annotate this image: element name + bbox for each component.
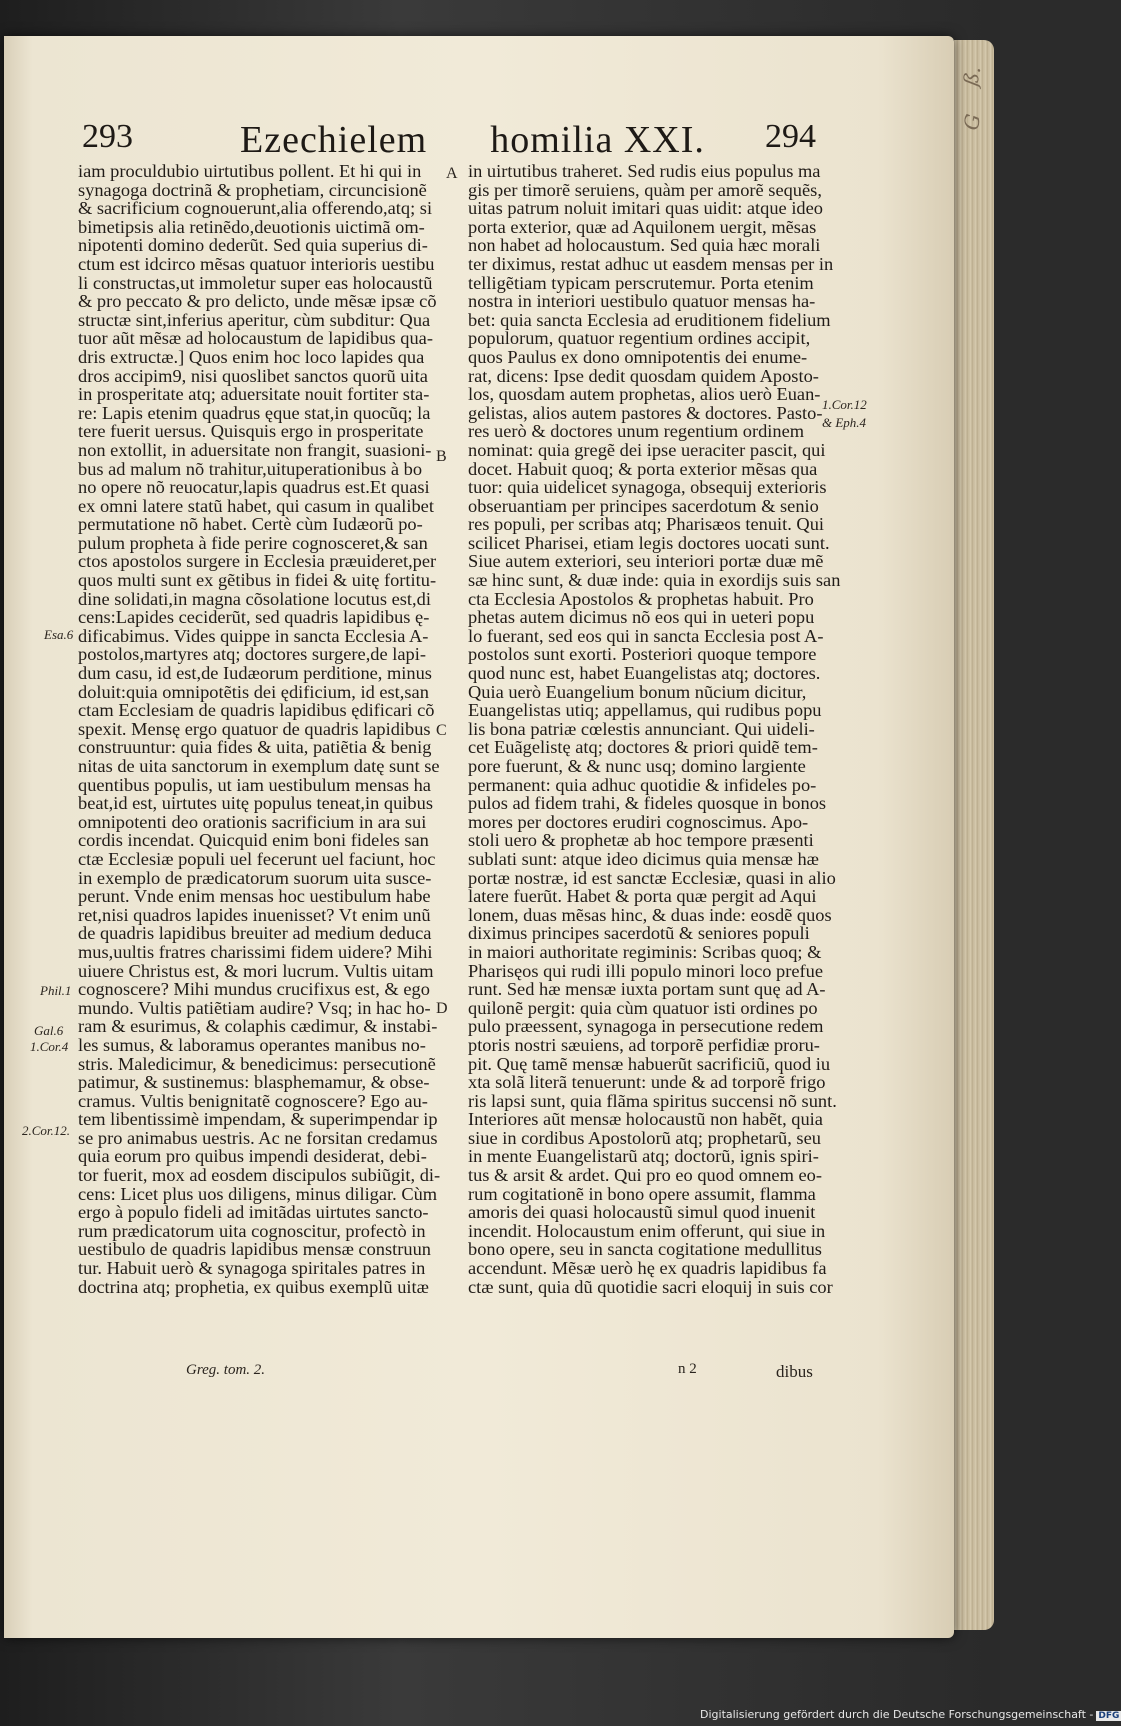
text-line: stris. Maledicimur, & benedicimus: persecutionẽ	[78, 1053, 436, 1074]
text-line: permanent: quia adhuc quotidie & infideles po-	[468, 774, 817, 795]
text-line: dros accipim9, nisi quoslibet sanctos quorũ uita	[78, 365, 428, 386]
text-line: gelistas, alios autem pastores & doctores. Pasto-	[468, 402, 823, 423]
digitization-credit	[700, 1708, 1121, 1721]
text-line: gis per timorẽ seruiens, quàm per amorẽ sequẽs,	[468, 179, 822, 200]
text-line: tere fuerit uersus. Quisquis ergo in prosperitate	[78, 421, 424, 442]
dfg-logo: DFG	[1098, 1711, 1120, 1721]
left-text-column	[78, 162, 446, 1296]
text-line: li constructas,ut immoletur super eas holocaustũ	[78, 272, 433, 293]
text-line: uiuere Christus est, & mori lucrum. Vultis uitam	[78, 960, 434, 981]
margin-note-1cor4: 1.Cor.4	[30, 1039, 69, 1054]
section-letter-b: B	[436, 448, 447, 465]
text-line: mores per doctores erudiri cognoscimus. Apo-	[468, 811, 809, 832]
text-line: beat,id est, uirtutes uitę populus teneat,in quibus	[78, 793, 433, 814]
text-line: rum cogitationẽ in bono opere assumit, flamma	[468, 1183, 816, 1204]
text-line: quentibus populis, ut iam uestibulum mensas ha	[78, 774, 431, 795]
footer-catchword: dibus	[776, 1362, 813, 1381]
text-line: patimur, & sustinemus: blasphemamur, & obse-	[78, 1072, 430, 1093]
text-line: doluit:quia omnipotẽtis dei ędificium, id est,san	[78, 681, 429, 702]
text-line: tem libentissimè impendam, & superimpendar ip	[78, 1109, 438, 1130]
text-line: tur. Habuit uerò & synagoga spiritales patres in	[78, 1258, 426, 1279]
text-line: synagoga doctrinã & prophetiam, circuncisionẽ	[78, 179, 427, 200]
margin-note-1cor12: 1.Cor.12	[822, 397, 867, 412]
text-line: xta solã literã tenuerunt: unde & ad torporẽ frigo	[468, 1072, 826, 1093]
text-line: scilicet Pharisei, etiam legis doctores uocati sunt.	[468, 532, 830, 553]
text-line: bimetipsis alia retinẽdo,deuotionis uictimã om-	[78, 216, 425, 237]
text-line: rat, dicens: Ipse dedit quosdam quidem Aposto-	[468, 365, 819, 386]
text-line: porta exterior, quæ ad Aquilonem uergit, mẽsas	[468, 216, 817, 237]
text-line: uestibulo de quadris lapidibus mensæ construun	[78, 1239, 431, 1260]
text-line: Siue autem exteriori, seu interiori portæ duæ mẽ	[468, 551, 824, 572]
text-line: lis bona patriæ cœlestis annunciant. Qui uideli-	[468, 718, 815, 739]
text-line: les sumus, & laboramus operantes manibus no-	[78, 1034, 426, 1055]
text-line: in maiori authoritate regiminis: Scribas quoq; &	[468, 941, 822, 962]
text-line: rum prædicatorum uita cognoscitur, profectò in	[78, 1220, 426, 1241]
text-line: quos Paulus ex dono omnipotentis dei enume-	[468, 346, 808, 367]
margin-note-eph4: & Eph.4	[822, 415, 867, 430]
text-line: tus & arsit & ardet. Qui pro eo quod omnem eo-	[468, 1165, 822, 1186]
text-line: Euangelistas utiq; appellamus, qui rudibus popu	[468, 700, 822, 721]
text-line: ergo à populo fideli ad imitãdas uirtutes sancto-	[78, 1202, 429, 1223]
text-line: cet Euãgelistę atq; doctores & priori quidẽ tem-	[468, 737, 818, 758]
text-line: omnipotenti deo orationis sacrificium in ara sui	[78, 811, 427, 832]
text-line: structæ sint,inferius aperitur, cùm subditur: Qua	[78, 309, 431, 330]
text-line: in prosperitate atq; aduersitate nouit fortiter sta-	[78, 384, 430, 405]
text-line: incendit. Holocaustum enim offerunt, qui siue in	[468, 1220, 826, 1241]
text-line: permutatione nõ habet. Certè cùm Iudæorũ po-	[78, 514, 423, 535]
right-text-column	[468, 162, 850, 1296]
margin-note-gal: Gal.6	[34, 1023, 64, 1038]
text-line: in exemplo de prædicatorum suorum uita susce-	[78, 867, 432, 888]
text-line: mus,uultis fratres charissimi fidem uidere? Mihi	[78, 941, 433, 962]
digitization-credit-text: Digitalisierung gefördert durch die Deutsche Forschungsgemeinschaft -	[700, 1708, 1094, 1721]
edge-marking-1: ß.	[958, 64, 986, 88]
text-line: siue in cordibus Apostolorũ atq; prophetarũ, seu	[468, 1127, 821, 1148]
text-line: bet: quia sancta Ecclesia ad eruditionem fidelium	[468, 309, 831, 330]
text-line: tuor aũt mẽsæ ad holocaustum de lapidibus qua-	[78, 328, 433, 349]
text-line: bono opere, seu in sancta cogitatione medullitus	[468, 1239, 822, 1260]
text-line: dine solidati,in magna cõsolatione locutus est,di	[78, 588, 431, 609]
text-line: cta Ecclesia Apostolos & prophetas habuit. Pro	[468, 588, 814, 609]
margin-note-2cor12: 2.Cor.12.	[22, 1123, 71, 1138]
text-line: ctæ Ecclesiæ populi uel fecerunt uel faciunt, hoc	[78, 848, 436, 869]
edge-marking-2: G	[958, 112, 986, 132]
running-title	[240, 118, 705, 162]
text-line: de quadris lapidibus breuiter ad medium deduca	[78, 923, 432, 944]
text-line: lonem, duas mẽsas hinc, & duas inde: eosdẽ quos	[468, 904, 832, 925]
text-line: & pro peccato & pro delicto, unde mẽsæ ipsæ cõ	[78, 291, 437, 312]
text-line: cens:Lapides ceciderũt, sed quadris lapidibus ę-	[78, 607, 430, 628]
section-letter-c: C	[436, 722, 447, 739]
text-line: nipotenti domino dederũt. Sed quia superius di-	[78, 235, 428, 256]
text-line: postolos sunt exorti. Posteriori quoque tempore	[468, 644, 817, 665]
text-line: pore fuerunt, & & nunc usq; domino largiente	[468, 756, 806, 776]
text-line: diximus principes sacerdotũ & seniores populi	[468, 923, 810, 944]
footer-volume-note: Greg. tom. 2.	[186, 1362, 266, 1378]
text-line: non habet ad holocaustum. Sed quia hæc morali	[468, 235, 821, 256]
text-line: quod nunc est, habet Euangelistas atq; doctores.	[468, 663, 821, 684]
footer-signature-mark: n 2	[678, 1361, 697, 1377]
section-letter-a: A	[446, 165, 458, 182]
text-line: doctrina atq; prophetia, ex quibus exemplũ uitæ	[78, 1276, 429, 1297]
page-number-right: 294	[765, 118, 816, 155]
text-line: iam proculdubio uirtutibus pollent. Et hi qui in	[78, 161, 422, 181]
page-number-left: 293	[82, 118, 133, 155]
margin-note-esa: Esa.6	[44, 627, 74, 642]
text-line: non extollit, in aduersitate non frangit, suasioni-	[78, 439, 432, 460]
text-line: telligẽtiam typicam perscrutemur. Porta etenim	[468, 272, 814, 293]
text-line: tuor: quia uidelicet synagoga, obsequij exterioris	[468, 477, 827, 498]
text-line: cognoscere? Mihi mundus crucifixus est, & ego	[78, 979, 430, 1000]
text-line: uitas patrum noluit imitari quas uidit: atque ideo	[468, 198, 823, 219]
text-line: nitas de uita sanctorum in exemplum datę sunt se	[78, 756, 440, 776]
text-line: ex omni latere statũ habet, qui casum in qualibet	[78, 495, 434, 516]
text-line: ctæ sunt, quia dũ quotidie sacri eloquij in suis cor	[468, 1276, 833, 1297]
text-line: nostra in interiori uestibulo quatuor mensas ha-	[468, 291, 816, 312]
text-line: pulo præessent, synagoga in persecutione redem	[468, 1016, 824, 1037]
text-line: re: Lapis etenim quadrus ęque stat,in quocũq; la	[78, 402, 431, 423]
text-line: no opere nõ reuocatur,lapis quadrus est.Et quasi	[78, 477, 430, 498]
text-line: dris extructæ.] Quos enim hoc loco lapides qua	[78, 346, 425, 367]
text-line: stoli uero & prophetæ ab hoc tempore præsenti	[468, 830, 814, 851]
text-line: ter diximus, restat adhuc ut easdem mensas per in	[468, 253, 834, 274]
text-line: portæ nostræ, id est sanctæ Ecclesiæ, quasi in alio	[468, 867, 836, 888]
text-line: ris lapsi sunt, quia flãma spiritus succensi nõ sunt.	[468, 1090, 837, 1111]
text-line: se pro animabus uestris. Ac ne forsitan credamus	[78, 1127, 438, 1148]
text-line: latere fuerũt. Habet & porta quæ pergit ad Aqui	[468, 886, 817, 907]
text-line: perunt. Vnde enim mensas hoc uestibulum habe	[78, 886, 431, 907]
text-line: lo fuerant, sed eos qui in sancta Ecclesia post A-	[468, 625, 824, 646]
text-line: quilonẽ pergit: quia cùm quatuor isti ordines po	[468, 997, 818, 1018]
text-line: ctos apostolos surgere in Ecclesia præuideret,per	[78, 551, 437, 572]
text-line: cramus. Vultis benignitatẽ cognoscere? Ego au-	[78, 1090, 428, 1111]
text-line: mundo. Vultis patiẽtiam audire? Vsq; in hac ho-	[78, 997, 431, 1018]
text-line: ram & esurimus, & colaphis cædimur, & instabi-	[78, 1016, 438, 1037]
text-line: los, quosdam autem prophetas, alios uerò Euan-	[468, 384, 821, 405]
section-letter-d: D	[436, 1000, 448, 1017]
text-line: ptoris nostri sæuiens, ad torporẽ perfidiæ proru-	[468, 1034, 820, 1055]
text-line: phetas autem dicimus nõ eos qui in ueteri popu	[468, 607, 815, 628]
text-line: docet. Habuit quoq; & porta exterior mẽsas qua	[468, 458, 818, 479]
text-line: postolos,martyres atq; doctores surgere,de lapi-	[78, 644, 426, 665]
text-line: quos multi sunt ex gẽtibus in fidei & uitę fortitu-	[78, 570, 437, 591]
text-line: tor fuerit, mox ad eosdem discipulos subiũgit, di-	[78, 1165, 441, 1186]
text-line: pulum propheta à fide perire cognosceret,& san	[78, 532, 428, 553]
text-line: runt. Sed hæ mensæ iuxta portam sunt quę ad A-	[468, 979, 826, 1000]
text-line: bus ad malum nõ trahitur,uituperationibus à bo	[78, 458, 423, 479]
text-line: accendunt. Mẽsæ uerò hę ex quadris lapidibus fa	[468, 1258, 827, 1279]
text-line: dum casu, id est,de Iudæorum perditione, minus	[78, 663, 432, 684]
book-page-edges	[954, 40, 994, 1630]
text-line: Interiores aũt mensæ holocaustũ non habẽt, quia	[468, 1109, 823, 1130]
text-line: nominat: quia gregẽ dei ipse ueraciter pascit, qui	[468, 439, 826, 460]
text-line: dificabimus. Vides quippe in sancta Ecclesia A-	[78, 625, 429, 646]
text-line: sublati sunt: atque ideo dicimus quia mensæ hæ	[468, 848, 819, 869]
text-line: cens: Licet plus uos diligens, minus diligar. Cùm	[78, 1183, 438, 1204]
text-line: quia eorum pro quibus impendi desiderat, debi-	[78, 1146, 427, 1167]
text-line: pulos ad fidem trahi, & fideles quosque in bonos	[468, 793, 827, 814]
text-line: res uerò & doctores unum regentium ordinem	[468, 421, 805, 442]
running-title-text: Ezechielem homilia XXI.	[240, 119, 705, 161]
text-line: Quia uerò Euangelium bonum nũcium dicitur,	[468, 681, 807, 702]
text-line: obseruantiam per principes sacerdotum & senio	[468, 495, 819, 516]
text-line: pit. Quę tamẽ mensæ habuerũt sacrificiũ, quod iu	[468, 1053, 831, 1074]
text-line: construuntur: quia fides & uita, patiẽtia & benig	[78, 737, 432, 758]
margin-note-phil: Phil.1	[40, 983, 72, 998]
text-line: res populi, per scribas atq; Pharisæos tenuit. Qui	[468, 514, 825, 535]
text-line: & sacrificium cognouerunt,alia offerendo,atq; si	[78, 198, 433, 219]
text-line: populorum, quatuor regentium ordines accipit,	[468, 328, 811, 349]
text-line: Pharisęos qui rudi illi populo minori loco prefue	[468, 960, 823, 981]
text-line: ctum est idcirco mẽsas quatuor interioris uestibu	[78, 253, 435, 274]
text-line: sæ hinc sunt, & duæ inde: quia in exordijs suis san	[468, 570, 841, 591]
text-line: in uirtutibus traheret. Sed rudis eius populus ma	[468, 161, 821, 181]
text-line: ret,nisi quadros lapides inuenisset? Vt enim unũ	[78, 904, 431, 925]
text-line: ctam Ecclesiam de quadris lapidibus ędificari cõ	[78, 700, 435, 721]
text-line: cordis incendat. Quicquid enim boni fideles san	[78, 830, 429, 851]
text-line: spexit. Mensę ergo quatuor de quadris lapidibus	[78, 718, 431, 739]
text-line: in mente Euangelistarũ atq; doctorũ, ignis spiri-	[468, 1146, 819, 1167]
text-line: amoris dei quasi holocaustũ simul quod inuenit	[468, 1202, 816, 1223]
